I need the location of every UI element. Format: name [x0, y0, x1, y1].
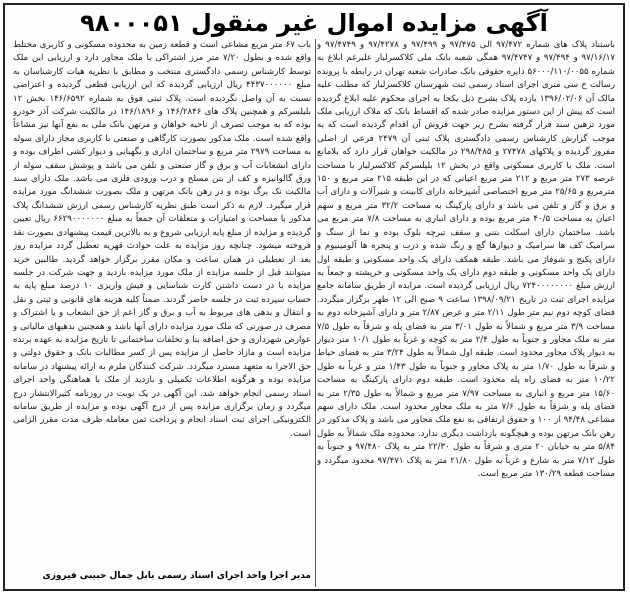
notice-body-right-column: باستناد پلاک های شماره ۹۷/۴۷۲ الی ۹۷/۴۷۵ و ۹۷/۴۹۹ و ۹۷/۴۲۷۸ و ۹۷/۴۷۴۹ و ۹۷/۱۶/۱۷ و ۹۷/۴۹۴ و ۹۷/۴۷۴۷ همگی شعبه بانک ملی کلاکسرلبار علیرغم ابلاغ به شماره ۵۶۰۰۰/۱۱۰/۰۰۵۵ دایره حقوقی بانک صادرات شعبه تهران در رابطه با پرونده رسالت خ سی متری اجرای اسناد رسمی ثبت شهرستان کلاکسرلبار که مطلب علیه مالک آن ۱۳۹۶/۰۲/۰۶ یازده پلاک بشرح ذیل یکجا به اجرای محکوم علیه ابلاغ گردیده است که پیش از این دستور مزایده صادر شده که اقساط بانک که ملاک ارزیابی ملک مورد ترهین سند قرار گرفته بشرح زیر جهت فروش آن اقدام گردیده است که به موجب گزارش کارشناس رسمی دادگستری پلاک ثبتی آن ۲۴۷۹ فرعی از اصلی مفروز گردیده و پلاکهای ۲۷۴۷۸ و ۲۹۸/۴۸۵ در مالکیت خواهان قرار دارد که بلامانع است. ملک با کاربری مسکونی واقع در بخش ۱۲ بلیلسرکم کلاکسرلبار با مساحت عرصه ۲۷۳ متر مربع و ۲۱۲ متر مربع اعیانی که در این طبقه ۲۱۵ متر مربع و ۱۵۰ مترمربع و ۲۵/۶۵ متر مربع اختصاصی آشپزخانه دارای کابینت و شیرآلات و دارای آب و برق و گاز و تلفن می باشد و دارای پارکینگ به مساحت ۳۲/۲ متر مربع و سهم اعیان به مساحت ۴۰/۵ متر مربع بوده و دارای انباری به مساحت ۷/۸ متر مربع می باشد. ساختمان دارای اسکلت بتنی و سقف تیرچه بلوک بوده و نما از سنگ و سرامیک کف ها سرامیک و دیوارها گچ و رنگ شده و درب و پنجره ها آلومینیوم و دارای پکیج و شوفاژ می باشد. طبقه همکف دارای یک واحد مسکونی و طبقه اول دارای یک واحد مسکونی و طبقه دوم دارای یک واحد مسکونی و خرپشته و جمعاً به ارزش مبلغ ۷۲۴۰۰۰۰۰۰۰۰ ریال ارزیابی گردیده است. مزایده از طریق سامانه جامع مزایده اجرای ثبت در تاریخ ۱۳۹۸/۰۹/۲۱ ساعت ۹ صبح الی ۱۲ ظهر برگزار میگردد. فضای کوچه دوم نیم متر طول ۲/۱۱ متر و عرض ۲/۸۷ متر و دارای آشپزخانه دوم به مساحت ۳/۹ متر مربع و شمالاً به طول ۳/۰۱ متر به فضای پله و شرقاً به طول ۷/۵ متر به ملک مجاور و جنوباً به طول ۲/۴ متر به کوچه و غرباً به طول ۱۰/۱ متر دیوار به دیوار پلاک مجاور محدود است. طبقه اول شمالاً به طول ۳/۲۴ متر به فضای حیاط و شرقاً به طول ۱/۷۰ متر به پلاک مجاور و جنوباً به طول ۱/۴۳ متر و غرباً به طول ۱۰/۲۲ متر به فضای راه پله محدود است. طبقه دوم دارای پارکینگ به مساحت ۱۵/۶۰ متر مربع و انباری به مساحت ۷/۹۷ متر مربع و شمالاً به طول ۲/۳۵ متر به فضای پله و شرقاً به طول ۷/۶ متر به ملک مجاور محدود است. ملک دارای سهم مشاعی ۹۴/۴۸ از ۱۰۰ و حقوق ارتفاقی به نفع ملک مجاور می باشد و پلاک مذکور در رهن بانک مرتهن بوده و هیچگونه بازداشت دیگری ندارد. محدوده ملک شمالاً به طول ۵/۸۴ متر به خیابان ۲۰ متری و شرقاً به طول ۲۲/۳۰ متر به پلاک ۹۷/۴۸۰ و جنوباً به طول ۷/۱۲ متر به شارع و غرباً به طول ۲۱/۸۰ متر به پلاک ۹۷/۴۷۱ محدود میگردد و مساحت قطعه ۱۳۰/۲۹ متر مربع است.: [317, 40, 615, 479]
notice-frame: [3, 3, 625, 591]
notice-title: آگهی مزایده اموال غیر منقول ۹۸۰۰۰۵۱: [80, 9, 548, 37]
signature-line: مدیر اجرا واحد اجرای اسناد رسمی بابل جمال حبیبی فیروزی: [42, 571, 311, 581]
notice-body-left-column: باب ۶۷ متر مربع مشاعی است و قطعه زمین به محدوده مسکونی و کاربری مختلط واقع شده و بطول ۷/۲۰ متر مرز اشتراکی با ملک مجاور دارد و ارزیابی این ملک توسط کارشناس رسمی دادگستری منتخب و مطابق با نظریه هیات کارشناسان به مبلغ ۴۴۳۷۰۰۰۰۰۰ ریال ارزیابی گردیده که این ارزیابی قطعی گردیده و اعتراضی نسبت به آن واصل نگردیده است. پلاک ثبتی فوق به شماره ۱۴۶/۶۵۹۲ بخش ۱۲ بلیلسرکم و همچنین پلاک های ۱۴۶/۲۸۴۶ و ۱۴۶/۱۸۹۶ در مالکیت شرکت آذر خودرو بوده که به موجب تصرف از ناحیه خواهان و مرتهن بانک ملی به نفع آنها نیز مشاعاً واقع شده است. ملک مذکور بصورت کارگاهی و صنعتی با کاربری مجاز دارای سوله به مساحت ۲۹۷۹ متر مربع و ساختمان اداری و نگهبانی و دیوار کشی اطراف بوده و دارای انشعابات آب و برق و گاز صنعتی و تلفن می باشد و پوشش سقف سوله از ورق گالوانیزه و کف از بتن مسلح و درب ورودی فلزی می باشد. ملک دارای سند مالکیت تک برگ بوده و در رهن بانک مرتهن و ملک بصورت ششدانگ مورد مزایده قرار میگیرد. لازم به ذکر است طبق نظریه کارشناس رسمی ارزش ششدانگ پلاک مذکور با مساحت و امتیازات و متعلقات آن جمعاً به مبلغ ۶۶۲۹۰۰۰۰۰۰۰ ریال تعیین گردیده و مزایده از مبلغ پایه ارزیابی شروع و به بالاترین قیمت پیشنهادی بصورت نقد فروخته میشود. چنانچه روز مزایده به علت حوادث قهریه تعطیل گردد مزایده روز بعد از تعطیلی در همان ساعت و مکان مقرر برگزار خواهد گردید. طالبین خرید میتوانند قبل از جلسه مزایده از ملک مورد مزایده بازدید و جهت شرکت در جلسه مزایده با در دست داشتن کارت شناسایی و فیش واریزی ۱۰ درصد مبلغ پایه به حساب سپرده ثبت در جلسه حاضر گردند. ضمناً کلیه هزینه های قانونی و ثبتی و نقل و انتقال و بدهی های مربوط به آب و برق و گاز اعم از حق انشعاب و یا اشتراک و مصرف در صورتی که ملک مورد مزایده دارای آنها باشد و همچنین بدهیهای مالیاتی و عوارض شهرداری و حق اضافه بنا و تخلفات ساختمانی تا تاریخ مزایده به عهده برنده مزایده است و مازاد حاصل از مزایده پس از کسر مطالبات بانک و حقوق دولتی و حق الاجرا به متعهد مسترد میگردد. شرکت کنندگان ملزم به ارائه پیشنهاد در سامانه مزایده بوده و هرگونه اطلاعات تکمیلی و بازدید از ملک با هماهنگی واحد اجرای اسناد رسمی انجام خواهد شد. این آگهی در یک نوبت در روزنامه کثیرالانتشار درج میگردد و زمان برگزاری مزایده پس از درج آگهی بوده و مزایده از طریق سامانه الکترونیکی اجرای ثبت اسناد انجام و پرداخت ثمن معامله ظرف مدت مقرر الزامی است.: [13, 40, 311, 439]
column-divider: [315, 39, 316, 587]
